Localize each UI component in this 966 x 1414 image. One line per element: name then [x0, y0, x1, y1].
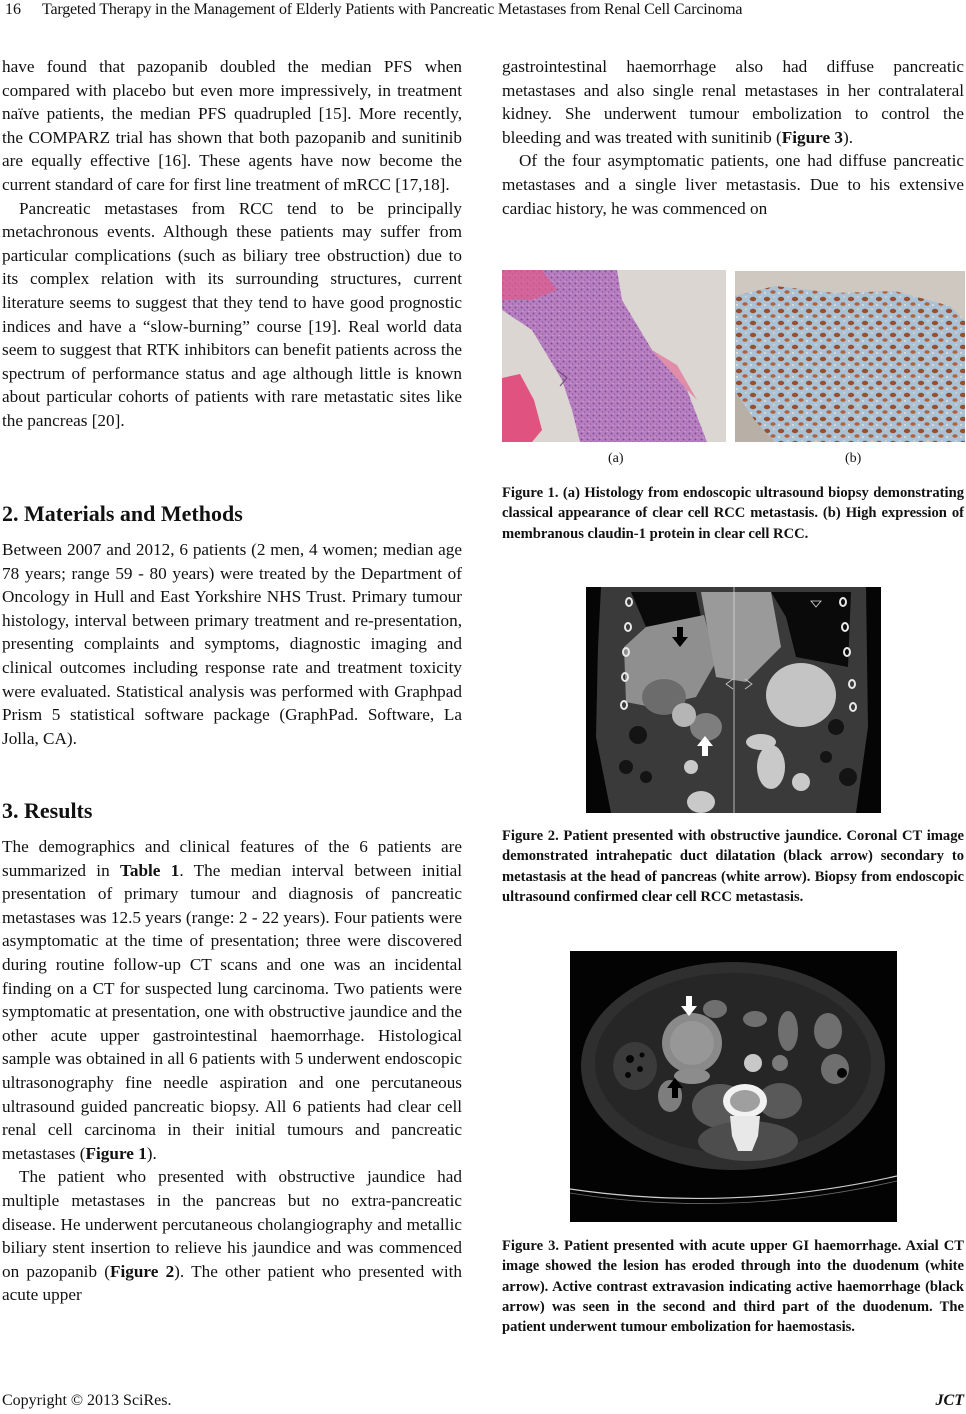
- table-1-reference[interactable]: Table 1: [119, 860, 180, 880]
- white-arrow-icon: [680, 995, 698, 1017]
- results-paragraph-1: [2, 835, 462, 1165]
- text-run: gastrointestinal haemorrhage also had diffuse pancreatic metastases and also single renal metastases in her contralateral kidney. She underwent tumour embolization to control the bleeding and was treated with sunitinib (: [502, 57, 964, 147]
- section-heading-methods: 2. Materials and Methods: [2, 501, 243, 526]
- text-run: ).: [842, 127, 854, 147]
- methods-paragraph: Between 2007 and 2012, 6 patients (2 men, 4 women; median age 78 years; range 59 - 80 years) were treated by the Department of Oncology in Hull and East Yorkshire NHS Trust. Primary tumour histology, interval between primary treatment and re-presentation, presenting complaints and symptoms, diagnostic imaging and clinical outcomes including response rate and treatment toxicity were evaluated. Statistical analysis was performed with Graphpad Prism 5 statistical software package (GraphPad. Software, La Jolla, CA).: [2, 540, 462, 748]
- figure-1a-histology-image: [502, 270, 726, 442]
- running-header: [0, 0, 966, 24]
- left-column-intro: [2, 55, 462, 433]
- results-body: [2, 835, 462, 1307]
- figure-2-caption: Figure 2. Patient presented with obstructive jaundice. Coronal CT image demonstrated intrahepatic duct dilatation (black arrow) secondary to metastasis at the head of pancreas (white arrow). Biopsy from endoscopic ultrasound confirmed clear cell RCC metastasis.: [502, 828, 964, 905]
- intro-paragraph-2: Pancreatic metastases from RCC tend to be principally metachronous events. Although these patients may suffer from particular complications (such as biliary tree obstruction) due to its complex relation with its surrounding structures, current literature seems to suggest that they tend to have good prognostic indices and have a “slow-burning” course [19]. Real world data seem to suggest that RTK inhibitors can benefit patients across the spectrum of performance status and age although little is known about particular cohorts of patients with rare metastatic sites like the pancreas [20].: [2, 198, 462, 430]
- running-title: Targeted Therapy in the Management of Elderly Patients with Pancreatic Metastases from Renal Cell Carcinoma: [42, 1, 743, 18]
- right-paragraph-2: Of the four asymptomatic patients, one had diffuse pancreatic metastases and a single liver metastasis. Due to his extensive cardiac history, he was commenced on: [502, 151, 964, 218]
- black-arrow-icon: [670, 625, 690, 649]
- figure-1b-label: (b): [845, 451, 862, 466]
- results-paragraph-2: [2, 1165, 462, 1307]
- text-run: ). The other patient who presented with acute upper: [2, 1261, 463, 1305]
- text-run: The demographics and clinical features of the 6 patients are summarized in: [2, 837, 462, 880]
- figure-1-reference[interactable]: Figure 1: [85, 1143, 147, 1163]
- right-paragraph-1: [502, 55, 964, 149]
- intro-paragraph-1: have found that pazopanib doubled the median PFS when compared with placebo but even more impressively, in treatment naïve patients, the median PFS quadrupled [15]. More recently, the COMPARZ trial has shown that both pazopanib and sunitinib are equally effective [16]. These agents have now become the current standard of care for first line treatment of mRCC [17,18].: [2, 57, 462, 194]
- figure-2-reference[interactable]: Figure 2: [109, 1261, 175, 1281]
- black-arrow-icon: [666, 1077, 684, 1099]
- text-run: The patient who presented with obstructive jaundice had multiple metastases in the pancreas but no extra-pancreatic disease. He underwent percutaneous cholangiography and metallic biliary stent insertion to relieve his jaundice and was commenced on pazopanib (: [2, 1167, 462, 1281]
- white-arrow-icon: [696, 735, 714, 757]
- figure-1b-immunohistochemistry-image: [735, 271, 965, 442]
- section-heading-results: 3. Results: [2, 798, 93, 823]
- page-number: 16: [5, 1, 21, 18]
- figure-3-axial-ct-image: [570, 951, 897, 1222]
- text-run: . The median interval between initial presentation of primary tumour and diagnosis of pancreatic metastases was 12.5 years (range: 2 - 22 years). Four patients were asymptomatic at the time of presentation; three were discovered during routine follow-up CT scans and one was an incidental finding on a CT for suspected lung carcinoma. Two patients were symptomatic at presentation, one with obstructive jaundice and the other acute upper gastrointestinal haemorrhage. Histological sample was obtained in all 6 patients with 5 underwent endoscopic ultrasonography fine needle aspiration and one percutaneous ultrasound guided pancreatic biopsy. All 6 patients had clear cell renal cell carcinoma in their initial tumours and pancreatic metastases (: [2, 860, 462, 1163]
- figure-2-coronal-ct-image: [586, 587, 881, 813]
- right-column-text: [502, 55, 964, 220]
- text-run: ).: [146, 1143, 157, 1163]
- page-footer: [0, 1392, 966, 1412]
- figure-3-caption: Figure 3. Patient presented with acute upper GI haemorrhage. Axial CT image showed the lesion has eroded through into the duodenum (white arrow). Active contrast extravasion indicating active haemorrhage (black arrow) was seen in the second and third part of the duodenum. The patient underwent tumour embolization for haemostasis.: [502, 1238, 964, 1336]
- journal-abbreviation: JCT: [935, 1392, 964, 1409]
- figure-1-caption: Figure 1. (a) Histology from endoscopic ultrasound biopsy demonstrating classical appearance of clear cell RCC metastasis. (b) High expression of membranous claudin-1 protein in clear cell RCC.: [502, 485, 964, 542]
- figure-1a-label: (a): [608, 451, 624, 466]
- figure-3-reference[interactable]: Figure 3: [781, 127, 843, 147]
- copyright-notice: Copyright © 2013 SciRes.: [2, 1392, 172, 1409]
